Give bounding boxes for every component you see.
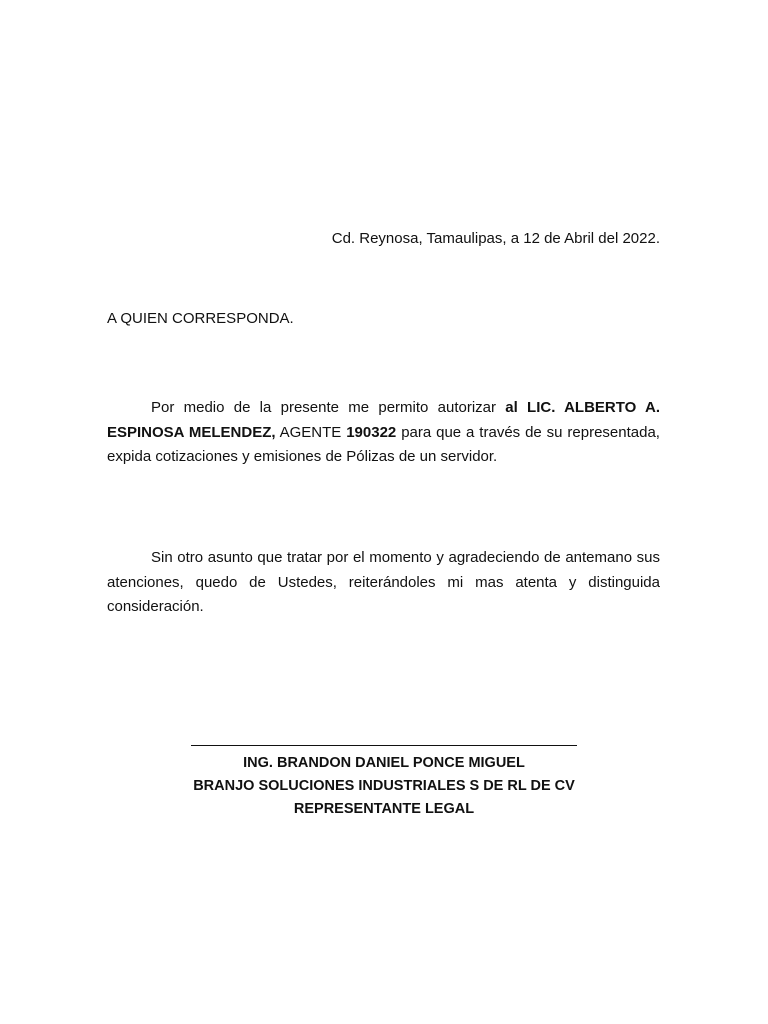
paragraph-text: Por medio de la presente me permito autorizar xyxy=(151,399,506,416)
paragraph-text: AGENTE xyxy=(275,423,347,441)
salutation: A QUIEN CORRESPONDA. xyxy=(107,310,294,327)
signer-name: ING. BRANDON DANIEL PONCE MIGUEL xyxy=(243,755,525,771)
signer-role: REPRESENTANTE LEGAL xyxy=(293,801,475,817)
date-line: Cd. Reynosa, Tamaulipas, a 12 de Abril del 2022. xyxy=(331,230,660,247)
paragraph-text: para que a través de su representada, expida cotizaciones y emisiones de Pólizas de un servidor. xyxy=(107,423,660,465)
authorization-paragraph xyxy=(107,396,660,470)
closing-paragraph: Sin otro asunto que tratar por el momento y agradeciendo de antemano sus atenciones, quedo de Ustedes, reiterándoles mi mas atenta y distinguida consideración. xyxy=(107,549,660,615)
agent-number: 190322 xyxy=(346,423,397,441)
signer-company: BRANJO SOLUCIONES INDUSTRIALES S DE RL DE CV xyxy=(193,778,575,794)
signature-line xyxy=(191,745,577,746)
signature-block xyxy=(0,733,768,821)
agent-name: al LIC. ALBERTO A. ESPINOSA MELENDEZ, xyxy=(107,399,661,441)
